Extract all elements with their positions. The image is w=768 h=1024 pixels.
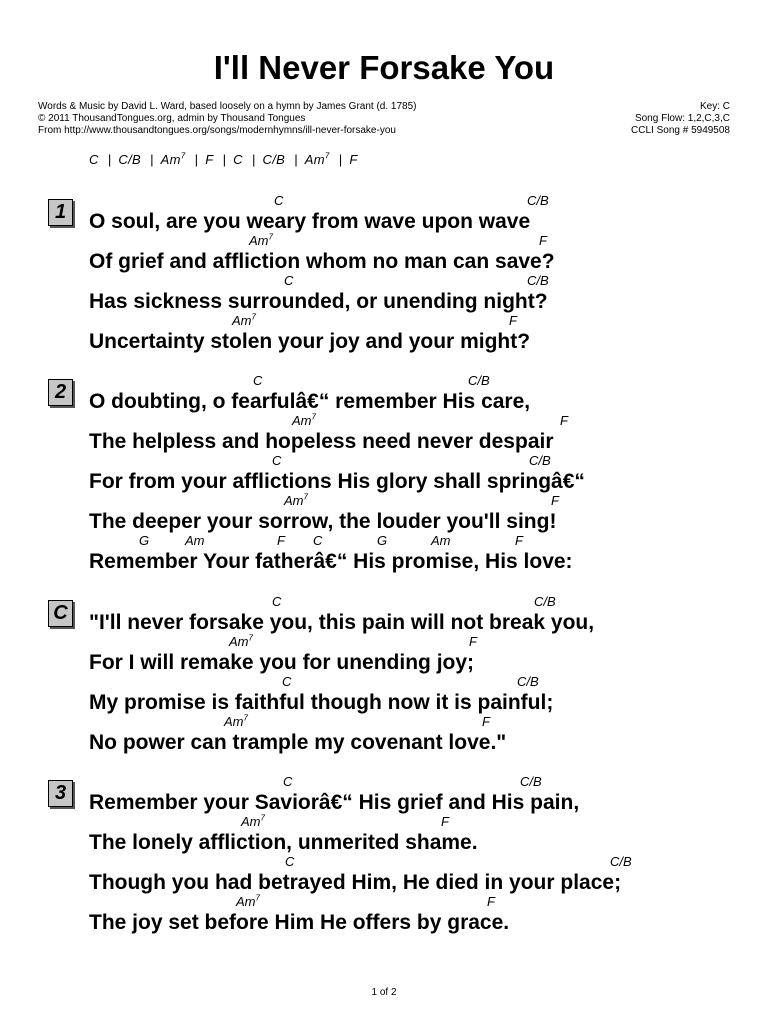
credits-block [38,101,417,137]
lyric-text: Of grief and affliction whom no man can save? [89,250,555,273]
chord-symbol: F [205,152,214,167]
credit-line: Words & Music by David L. Ward, based loosely on a hymn by James Grant (d. 1785) [38,101,417,112]
chord-symbol: F [469,634,477,649]
chord-symbol: G [377,533,388,548]
intro-chord-progression [89,152,358,167]
chord-symbol: C/B [610,854,632,869]
chord-symbol: Am$^7$ [236,893,260,909]
chord-symbol: C/B [262,152,286,167]
chord-symbol: F [349,152,358,167]
song-key: Key: C [699,101,730,112]
chord-symbol: C [272,594,282,609]
lyric-text: The deeper your sorrow, the louder you'll sing! [89,510,557,533]
chord-symbol: C/B [468,373,490,388]
lyric-text: Remember your Saviorâ€“ His grief and His pain, [89,791,580,814]
chord-symbol: Am$^7$ [292,412,316,428]
chord-symbol: F [487,894,495,909]
chord-symbol: C [89,152,99,167]
bar-separator: | [194,152,199,167]
chord-symbol: G [139,533,150,548]
song-info-block [631,101,730,137]
chord-symbol: C [253,373,263,388]
section-label: 3 [48,780,73,807]
bar-separator: | [294,152,298,167]
chord-symbol: C [313,533,323,548]
credit-line: © 2011 ThousandTongues.org, admin by Thousand Tongues [38,113,306,124]
lyric-text: The joy set before Him He offers by grace. [89,911,510,934]
chord-symbol: Am$^7$ [232,312,256,328]
chord-symbol: C [274,193,284,208]
section-label: 2 [48,379,73,406]
song-title: I'll Never Forsake You [213,49,555,86]
chord-symbol: Am$^7$ [249,232,273,248]
chord-symbol: C [283,774,293,789]
bar-separator: | [222,152,227,167]
chord-symbol: C/B [527,193,549,208]
chord-symbol: C [285,854,295,869]
chord-symbol: Am$^7$ [304,151,330,167]
chord-symbol: Am$^7$ [160,151,186,167]
lyric-text: The helpless and hopeless need never despair [89,430,554,453]
song-flow: Song Flow: 1,2,C,3,C [634,113,730,124]
lyric-text: The lonely affliction, unmerited shame. [89,831,478,854]
lyric-text: Uncertainty stolen your joy and your might? [89,330,531,353]
lyric-text: For I will remake you for unending joy; [89,651,475,674]
bar-separator: | [107,152,112,167]
chord-symbol: C [282,674,292,689]
page-number: 1 of 2 [371,987,397,998]
bar-separator: | [149,152,154,167]
bar-separator: | [251,152,256,167]
chord-symbol: C/B [527,273,549,288]
chord-symbol: F [515,533,523,548]
chord-symbol: C/B [118,152,141,167]
credit-line: From http://www.thousandtongues.org/songs/modernhymns/ill-never-forsake-you [38,125,396,136]
ccli-number: CCLI Song # 5949508 [631,125,730,136]
chord-symbol: Am [431,533,451,548]
lyric-text: No power can trample my covenant love." [89,731,507,754]
chord-symbol: Am$^7$ [284,492,308,508]
bar-separator: | [338,152,343,167]
chord-symbol: F [277,533,285,548]
chord-symbol: F [539,233,547,248]
section-label: C [48,600,73,627]
chord-symbol: C [284,273,294,288]
chord-symbol: F [441,814,449,829]
lyric-text: Though you had betrayed Him, He died in your place; [89,871,622,894]
chord-symbol: Am$^7$ [241,813,265,829]
lyric-text: O soul, are you weary from wave upon wave [89,210,531,233]
lyric-text: "I'll never forsake you, this pain will not break you, [89,611,595,634]
chord-symbol: Am$^7$ [224,713,248,729]
lyric-text: Has sickness surrounded, or unending night? [89,290,548,313]
lyric-text: Remember Your fatherâ€“ His promise, His love: [89,550,573,573]
chord-symbol: C [272,453,282,468]
chord-symbol: C/B [517,674,539,689]
chord-symbol: C/B [534,594,556,609]
chord-symbol: F [551,493,559,508]
section-label: 1 [48,199,73,226]
chord-symbol: C/B [520,774,542,789]
lyric-text: My promise is faithful though now it is painful; [89,691,554,714]
chord-symbol: F [560,413,568,428]
lyric-text: O doubting, o fearfulâ€“ remember His care, [89,390,531,413]
chord-symbol: F [509,313,517,328]
chord-symbol: Am [185,533,205,548]
lyric-text: For from your afflictions His glory shall springâ€“ [89,470,585,493]
chord-symbol: C/B [529,453,551,468]
chord-symbol: C [233,152,243,167]
chord-symbol: F [482,714,490,729]
chord-symbol: Am$^7$ [229,633,253,649]
